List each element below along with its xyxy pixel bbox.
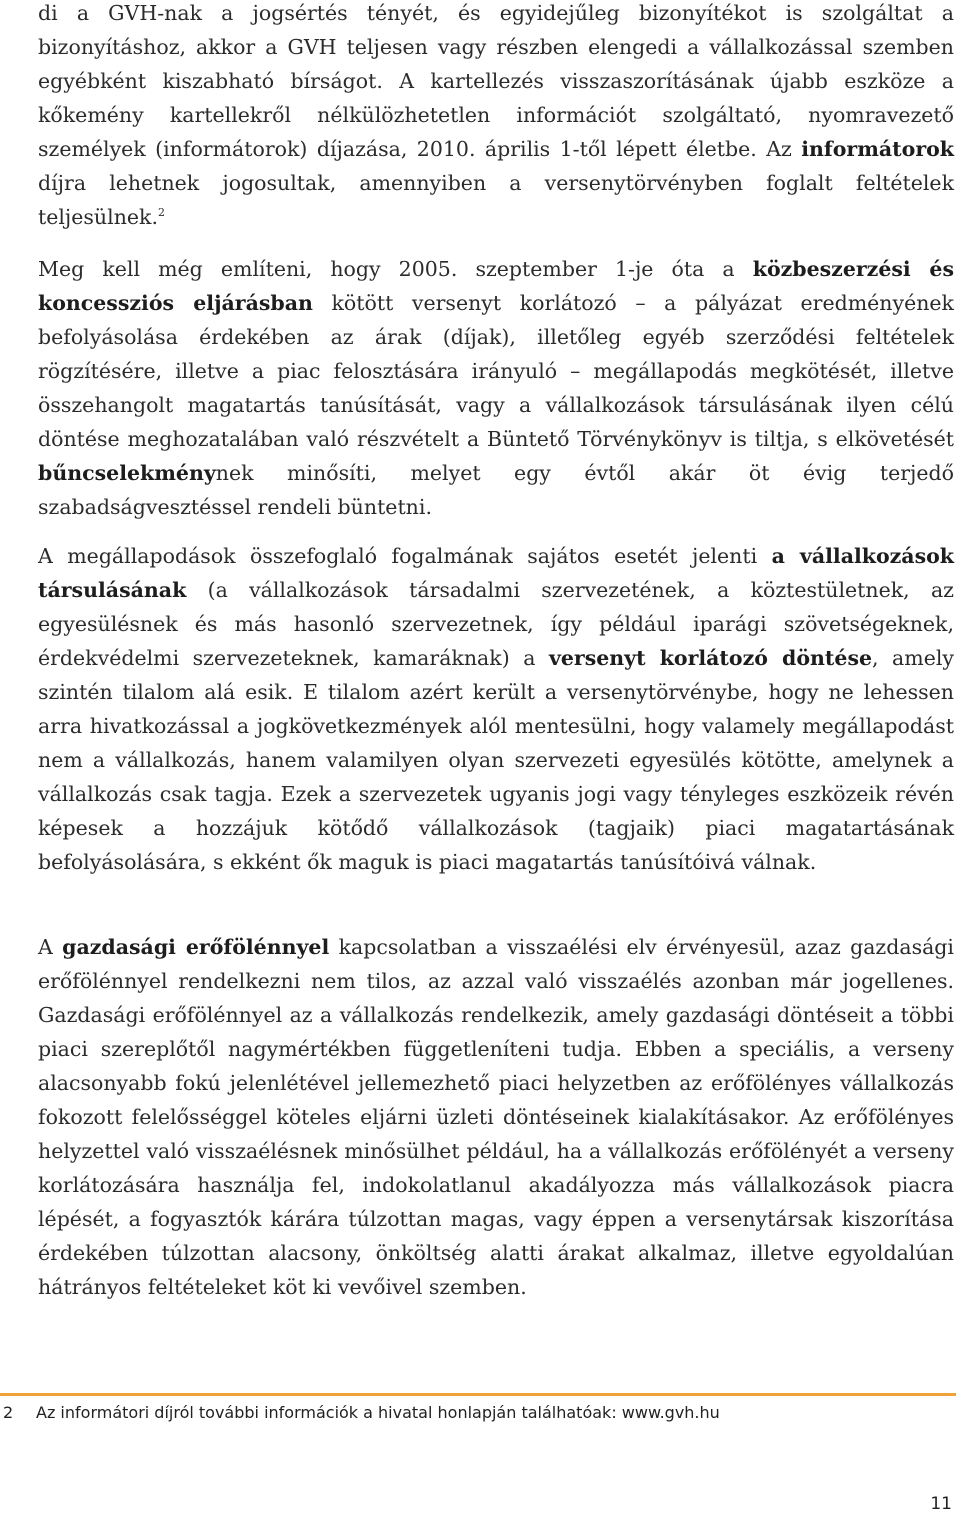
bold-term: közbeszerzési és koncessziós eljárásban — [38, 257, 954, 315]
paragraph-text: nek minősíti, melyet egy évtől akár öt évig terjedő szabadságvesztéssel rendeli büntetni. — [38, 461, 954, 519]
paragraph-text: Meg kell még említeni, hogy 2005. szeptember 1-je óta a — [38, 257, 753, 281]
footnote-text: Az informátori díjról további információk a hivatal honlapján találhatóak: www.gvh.hu — [36, 1403, 720, 1422]
bold-term: informátorok — [801, 137, 954, 161]
paragraph-dominant-position — [38, 930, 954, 1304]
bold-term: a vállalkozások társulásának — [38, 544, 954, 602]
bold-term: versenyt korlátozó döntése — [548, 646, 873, 670]
page-number: 11 — [930, 1494, 952, 1514]
paragraph-associations — [38, 539, 954, 879]
paragraph-text: di a GVH-nak a jogsértés tényét, és egyidejűleg bizonyítékot is szolgáltat a bizonyításhoz, akkor a GVH teljesen vagy részben elengedi a vállalkozással szemben egyébként kiszabható bírságot. A kartellezés visszaszorításának újabb eszköze a kőkemény kartellekről nélkülözhetetlen információt szolgáltató, nyomravezető személyek (informátorok) díjazása, 2010. április 1-től lépett életbe. Az — [38, 1, 954, 161]
paragraph-text: kapcsolatban a visszaélési elv érvényesül, azaz gazdasági erőfölénnyel rendelkezni nem tilos, az azzal való visszaélés azonban már jogellenes. Gazdasági erőfölénnyel az a vállalkozás rendelkezik, amely gazdasági döntéseit a többi piaci szereplőtől nagymértékben függetleníteni tudja. Ebben a speciális, a verseny alacsonyabb fokú jelenlétével jellemezhető piaci helyzetben az erőfölényes vállalkozás fokozott felelősséggel köteles eljárni üzleti döntéseinek kialakításakor. Az erőfölényes helyzettel való visszaélésnek minősülhet például, ha a vállalkozás erőfölényét a verseny korlátozására használja fel, indokolatlanul akadályozza más vállalkozások piacra lépését, a fogyasztók kárára túlzottan magas, vagy éppen a versenytársak kiszorítása érdekében túlzottan alacsony, önköltség alatti árakat alkalmaz, illetve egyoldalúan hátrányos feltételeket köt ki vevőivel szemben. — [38, 935, 954, 1299]
paragraph-text: A — [38, 935, 63, 959]
bold-term: gazdasági erőfölénnyel — [62, 935, 330, 959]
footnote-reference[interactable]: 2 — [157, 206, 165, 220]
footnote-number: 2 — [3, 1403, 14, 1422]
paragraph-text: (a vállalkozások társadalmi szervezetének, a köztestületnek, az egyesülésnek és más hasonló szervezetnek, így például iparági szövetségeknek, érdekvédelmi szervezeteknek, kamaráknak) a — [38, 578, 954, 670]
paragraph-public-procurement — [38, 252, 954, 524]
paragraph-text: , amely szintén tilalom alá esik. E tilalom azért került a versenytörvénybe, hogy ne lehessen arra hivatkozással a jogkövetkezmények alól mentesülni, hogy valamely megállapodást nem a vállalkozás, hanem valamilyen olyan szervezeti egyesülés kötötte, amelynek a vállalkozás csak tagja. Ezek a szervezetek ugyanis jogi vagy tényleges eszközeik révén képesek a hozzájuk kötődő vállalkozások (tagjaik) piaci magatartásának befolyásolására, s ekként ők maguk is piaci magatartás tanúsítóivá válnak. — [38, 646, 954, 874]
paragraph-leniency-informants — [38, 0, 954, 234]
footnote-divider — [0, 1393, 956, 1396]
paragraph-text: kötött versenyt korlátozó – a pályázat eredményének befolyásolása érdekében az árak (díjak), illetőleg egyéb szerződési feltételek rögzítésére, illetve a piac felosztására irányuló – megállapodás megkötését, illetve összehangolt magatartás tanúsítását, vagy a vállalkozások társulásának ilyen célú döntése meghozatalában való részvételt a Büntető Törvénykönyv is tiltja, s elkövetését — [38, 291, 954, 451]
paragraph-text: díjra lehetnek jogosultak, amennyiben a versenytörvényben foglalt feltételek teljesülnek. — [38, 171, 954, 229]
bold-term: bűncselekmény — [38, 461, 216, 485]
paragraph-text: A megállapodások összefoglaló fogalmának sajátos esetét jelenti — [38, 544, 772, 568]
